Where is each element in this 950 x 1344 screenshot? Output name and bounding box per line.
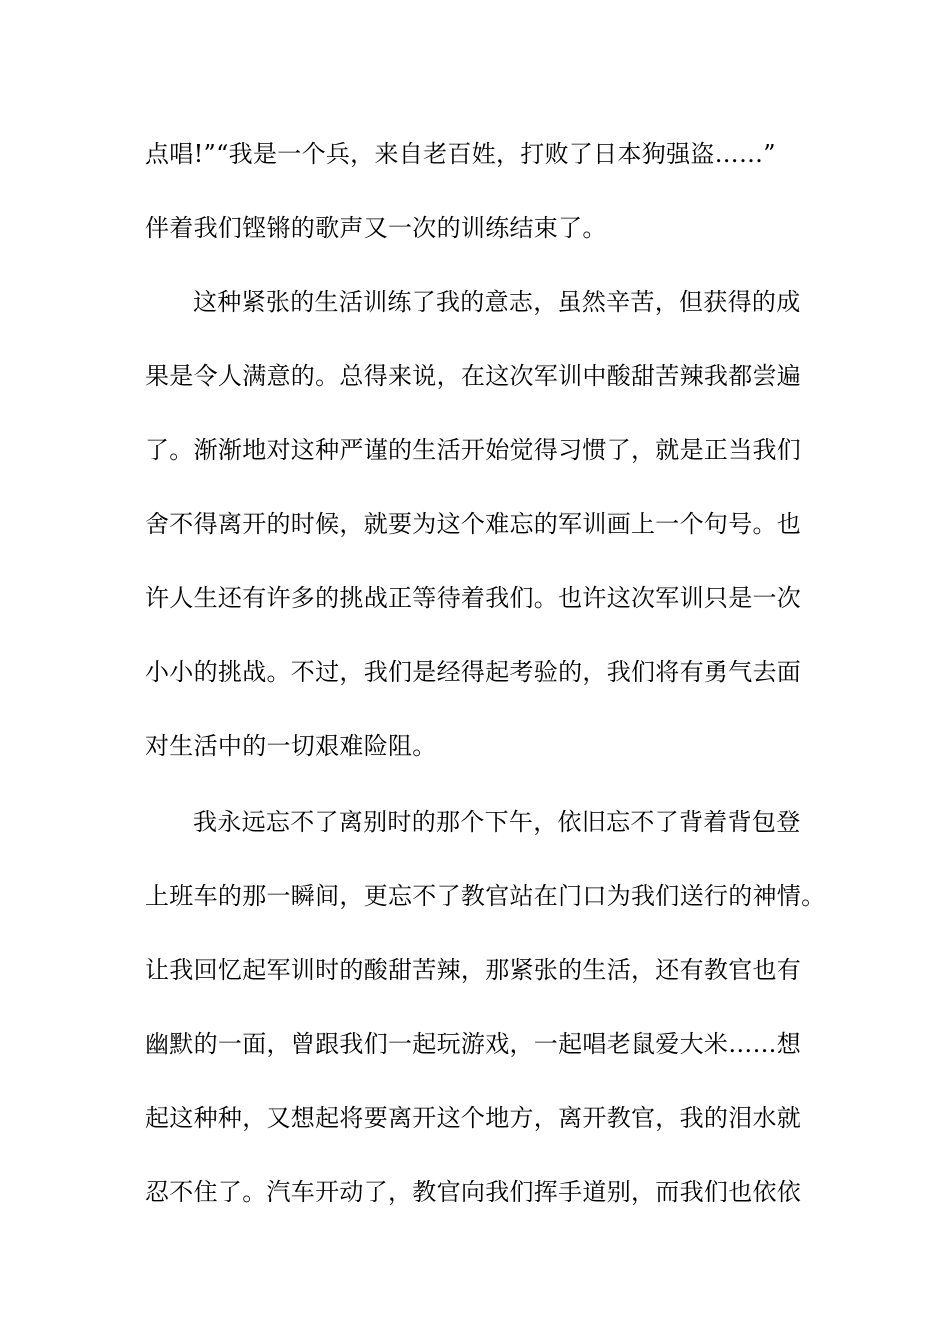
text-line: 舍不得离开的时候，就要为这个难忘的军训画上一个句号。也 [145,510,802,538]
text-line: 了。渐渐地对这种严谨的生活开始觉得习惯了，就是正当我们 [145,436,802,464]
paragraph-start-line: 我永远忘不了离别时的那个下午，依旧忘不了背着背包登 [193,808,801,836]
paragraph-start-line: 这种紧张的生活训练了我的意志，虽然辛苦，但获得的成 [193,288,801,316]
text-line: 让我回忆起军训时的酸甜苦辣，那紧张的生活，还有教官也有 [145,956,802,984]
text-line: 点唱!”“我是一个兵，来自老百姓，打败了日本狗强盗……” [145,140,776,168]
text-line: 伴着我们铿锵的歌声又一次的训练结束了。 [145,214,607,242]
text-line: 幽默的一面，曾跟我们一起玩游戏，一起唱老鼠爱大米……想 [145,1030,802,1058]
text-line: 上班车的那一瞬间，更忘不了教官站在门口为我们送行的神情。 [145,882,826,910]
text-line: 忍不住了。汽车开动了，教官向我们挥手道别，而我们也依依 [145,1178,802,1206]
text-line: 小小的挑战。不过，我们是经得起考验的，我们将有勇气去面 [145,658,802,686]
text-line: 果是令人满意的。总得来说，在这次军训中酸甜苦辣我都尝遍 [145,362,802,390]
text-line: 起这种种，又想起将要离开这个地方，离开教官，我的泪水就 [145,1104,802,1132]
text-line: 许人生还有许多的挑战正等待着我们。也许这次军训只是一次 [145,584,802,612]
text-line: 对生活中的一切艰难险阻。 [145,732,437,760]
